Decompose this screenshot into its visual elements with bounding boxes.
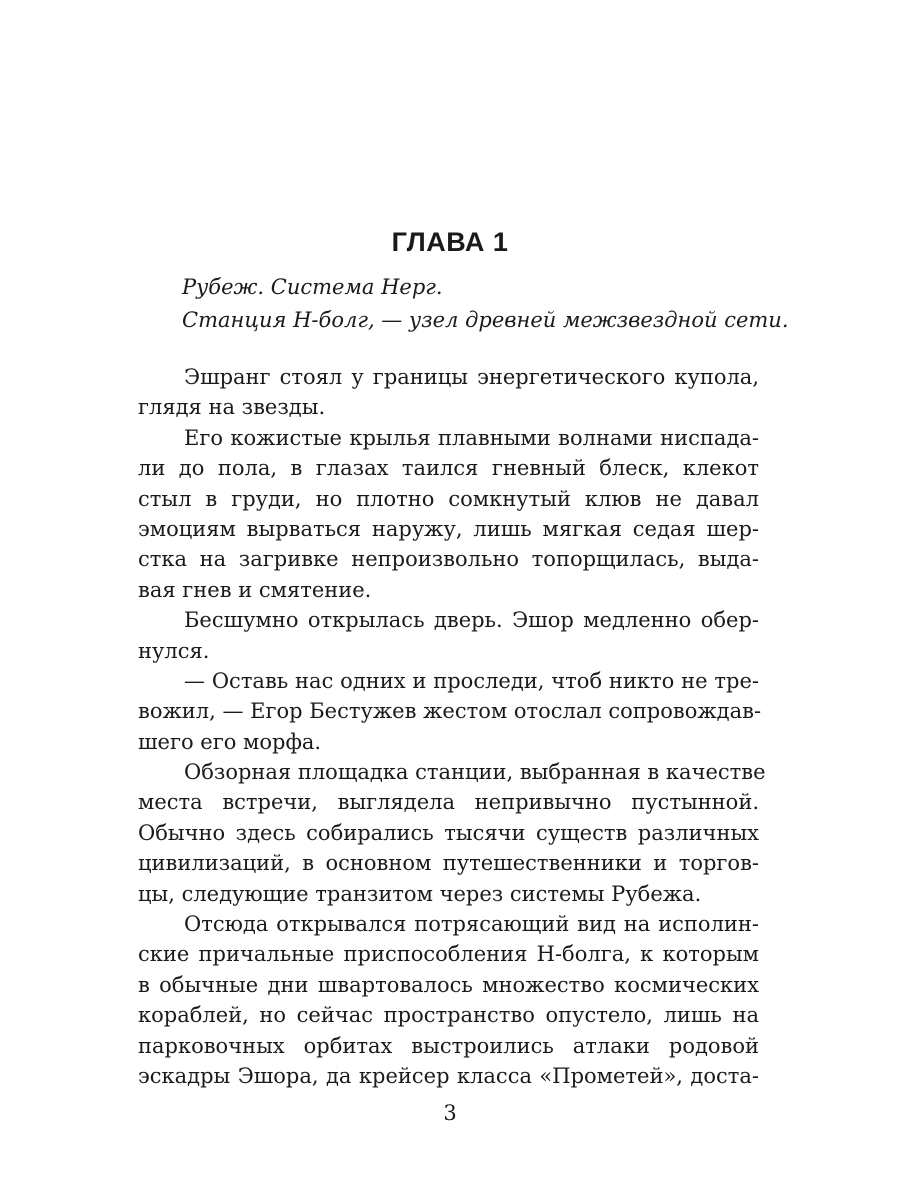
text-line: стыл в груди, но плотно сомкнутый клюв не давал (138, 486, 759, 511)
text-line: Обзорная площадка станции, выбранная в качестве (184, 760, 766, 785)
chapter-title: ГЛАВА 1 (391, 227, 509, 257)
text-line: — Оставь нас одних и проследи, чтоб никто не тре- (184, 668, 759, 693)
text-line: ли до пола, в глазах таился гневный блеск, клекот (138, 456, 759, 481)
text-line: цы, следующие транзитом через системы Рубежа. (138, 881, 702, 906)
text-line: кораблей, но сейчас пространство опустело, лишь на (138, 1003, 759, 1028)
text-line: нулся. (138, 638, 210, 663)
text-line: глядя на звезды. (138, 395, 326, 420)
epigraph-line: Станция Н-болг, — узел древней межзвездной сети. (182, 308, 789, 332)
text-line: Его кожистые крылья плавными волнами ниспада- (184, 425, 759, 450)
text-line: шего его морфа. (138, 729, 322, 754)
chapter-body (138, 362, 766, 1091)
text-line: вожил, — Егор Бестужев жестом отослал сопровождав- (138, 699, 762, 724)
page-number: 3 (443, 1101, 457, 1125)
text-line: цивилизаций, в основном путешественники и торгов- (138, 851, 759, 876)
text-line: ские причальные приспособления Н-болга, к которым (138, 942, 759, 967)
epigraph-line: Рубеж. Система Нерг. (182, 275, 443, 299)
text-line: места встречи, выглядела непривычно пустынной. (138, 790, 759, 815)
text-line: эмоциям вырваться наружу, лишь мягкая седая шер- (138, 516, 759, 541)
epigraph (182, 271, 789, 337)
text-line: парковочных орбитах выстроились атлаки родовой (138, 1033, 759, 1058)
text-line: в обычные дни швартовалось множество космических (138, 972, 759, 997)
text-line: вая гнев и смятение. (138, 577, 372, 602)
text-line: Отсюда открывался потрясающий вид на исполин- (184, 912, 759, 937)
text-line: эскадры Эшора, да крейсер класса «Прометей», доста- (138, 1063, 759, 1088)
text-line: Обычно здесь собирались тысячи существ различных (138, 820, 759, 845)
text-line: Бесшумно открылась дверь. Эшор медленно обер- (184, 608, 759, 633)
text-line: Эшранг стоял у границы энергетического купола, (184, 365, 759, 389)
text-line: стка на загривке непроизвольно топорщилась, выда- (138, 547, 759, 572)
